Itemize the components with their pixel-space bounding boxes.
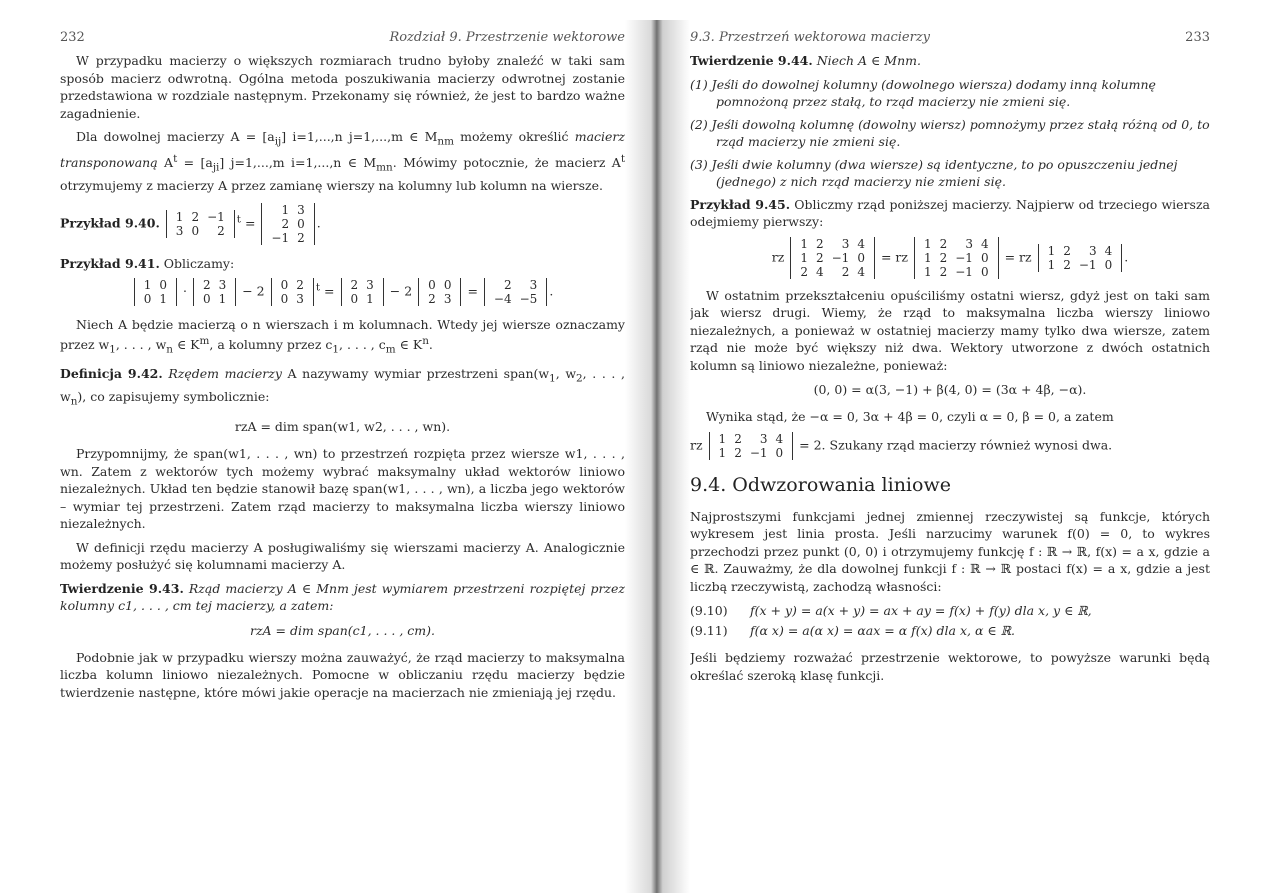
matrix-cell: 1: [1047, 257, 1056, 272]
book-gutter: [625, 20, 690, 893]
matrix: [193, 278, 236, 306]
matrix-cell: 1: [143, 277, 152, 292]
equation-body: f(x + y) = a(x + y) = ax + ay = f(x) + f(y) dla x, y ∈ ℝ,: [750, 603, 1092, 618]
example-label: Przykład 9.41.: [60, 255, 160, 271]
matrix-cell: 2: [815, 236, 824, 251]
matrix-cell: 2: [1063, 243, 1071, 258]
matrix-cell: 0: [280, 291, 289, 306]
matrix-cell: 2: [202, 277, 211, 292]
matrix-cell: 2: [281, 216, 290, 231]
matrix-cell: 1: [366, 291, 374, 306]
matrix-cell: −1: [955, 250, 973, 265]
matrix-cell: 4: [980, 236, 989, 251]
left-page: [60, 30, 625, 880]
matrix: [709, 432, 794, 460]
example-9-41: Przykład 9.41. Obliczamy: 1 0 0 1 · 2 3 0 1 − 2 0 2 0 3 $^t$ = 2 3 0 1 − 2 0 0 2 3 = 2 3 −4 −5 .: [60, 255, 554, 306]
matrix: [790, 237, 875, 279]
matrix-cell: 2: [503, 277, 512, 292]
matrix-cell: 4: [1104, 243, 1113, 258]
matrix-cell: 0: [143, 291, 152, 306]
equation-9-10: [690, 601, 1210, 621]
running-title: 9.3. Przestrzeń wektorowa macierzy: [690, 30, 931, 45]
matrix-cell: 2: [1063, 257, 1071, 272]
matrix: [914, 237, 999, 279]
paragraph: Przypomnijmy, że span(w1, . . . , wn) to przestrzeń rozpięta przez wiersze w1, . . . , wn. Zatem z wektorów tych możemy wybrać maksymalny układ wektorów liniowo niezależnych. Układ ten będzie stanowił bazę span(w1, . . . , wn), a liczba jego wektorów – wymiar tej przestrzeni. Zatem rząd macierzy to maksymalna liczba wierszy liniowo niezależnych.: [60, 446, 625, 532]
matrix-cell: −1: [831, 250, 850, 265]
display-equation: (0, 0) = α(3, −1) + β(4, 0) = (3α + 4β, −α).: [813, 382, 1087, 397]
matrix-cell: 2: [734, 445, 742, 460]
matrix-cell: 0: [191, 223, 200, 238]
matrix-cell: 1: [281, 202, 290, 217]
matrix: [271, 278, 314, 306]
paragraph: Jeśli będziemy rozważać przestrzenie wektorowe, to powyższe warunki będą określać szeroką klasę funkcji.: [690, 650, 1210, 683]
paragraph-transpose-def: Dla dowolnej macierzy $A = [a_{ij}]$ i=1,...,n j=1,...,m ∈ $M_{nm}$ możemy określić macierz transponowaną $A^t = [a_{ji}]$ j=1,...,m i=1,...,n ∈ $M_{mn}$. Mówimy potocznie, że macierz $A^t$ otrzymujemy z macierzy A przez zamianę wierszy na kolumny lub kolumn na wiersze.: [60, 129, 625, 194]
example-9-45-matrices: rz 1 2 3 4 1 2 −1 0 2 4 2 4 = rz 1 2 3 4 1 2 −1 0 1 2 −1 0 = rz 1 2 3 4 1 2 −1 0 .: [771, 236, 1129, 279]
example-9-45: Przykład 9.45. Obliczmy rząd poniższej macierzy. Najpierw od trzeciego wiersza odejmiemy pierwszy:: [690, 196, 1210, 229]
equation-9-11: [690, 621, 1210, 641]
matrix-cell: 0: [980, 264, 989, 279]
page-number: 232: [60, 30, 85, 45]
left-running-head: [60, 30, 625, 52]
matrix-cell: −1: [749, 445, 768, 460]
right-running-head: [690, 30, 1210, 52]
matrix: [261, 203, 314, 245]
matrix-cell: 2: [815, 250, 824, 265]
definition-9-42: Definicja 9.42. Rzędem macierzy A nazywamy wymiar przestrzeni $span(w_1$, $w_2$, . . . , $w_n$), co zapisujemy symbolicznie:: [60, 366, 625, 408]
matrix-cell: 0: [202, 291, 211, 306]
matrix-cell: 3: [297, 202, 305, 217]
matrix-cell: 2: [939, 236, 948, 251]
matrix-cell: 0: [159, 277, 167, 292]
running-title: Rozdział 9. Przestrzenie wektorowe: [389, 30, 625, 45]
matrix-cell: 2: [939, 264, 948, 279]
equation-number: (9.11): [690, 623, 728, 638]
matrix-cell: 0: [443, 277, 452, 292]
example-label: Przykład 9.40.: [60, 215, 160, 231]
matrix-cell: 2: [191, 209, 200, 224]
matrix-cell: 0: [1104, 257, 1113, 272]
matrix-cell: 2: [350, 277, 359, 292]
theorem-item: (1) Jeśli do dowolnej kolumny (dowolnego wiersza) dodamy inną kolumnę pomnożoną przez stałą, to rząd macierzy nie zmieni się.: [690, 76, 1156, 109]
matrix-cell: 3: [218, 277, 227, 292]
matrix-cell: 2: [841, 264, 850, 279]
matrix-cell: 1: [800, 250, 808, 265]
matrix-cell: 2: [297, 230, 305, 245]
theorem-item: (3) Jeśli dwie kolumny (dwa wiersze) są identyczne, to po opuszczeniu jednej (jednego) z nich rząd macierzy nie zmieni się.: [690, 156, 1178, 189]
paragraph-rows-columns: Niech A będzie macierzą o n wierszach i m kolumnach. Wtedy jej wiersze oznaczamy przez $w_1$, . . . , $w_n$ ∈ $K^m$, a kolumny przez $c_1$, . . . , $c_m$ ∈ $K^n$.: [60, 316, 625, 356]
matrix-cell: −1: [271, 230, 290, 245]
matrix-cell: 0: [297, 216, 305, 231]
paragraph: W przypadku macierzy o większych rozmiarach trudno byłoby znaleźć w taki sam sposób macierz odwrotną. Ogólna metoda poszukiwania macierzy odwrotnej zostanie przedstawiona w rozdziale następnym. Przekonamy się również, że jest to bardzo ważne zagadnienie.: [60, 53, 625, 121]
matrix-cell: 4: [775, 431, 784, 446]
matrix-cell: 3: [296, 291, 304, 306]
matrix-cell: −1: [207, 209, 225, 224]
section-title: 9.4. Odwzorowania liniowe: [690, 473, 951, 496]
matrix-cell: 3: [529, 277, 538, 292]
matrix-cell: 0: [280, 277, 289, 292]
matrix-cell: −1: [1078, 257, 1097, 272]
matrix-cell: 1: [718, 431, 727, 446]
matrix-cell: 1: [800, 236, 808, 251]
paragraph: Wynika stąd, że −α = 0, 3α + 4β = 0, czyli α = 0, β = 0, a zatem: [706, 409, 1114, 424]
matrix-cell: 0: [775, 445, 784, 460]
matrix-cell: 3: [1088, 243, 1097, 258]
matrix-cell: 0: [857, 250, 865, 265]
matrix-cell: 3: [965, 236, 973, 251]
rank-result: rz 1 2 3 4 1 2 −1 0 = 2. Szukany rząd macierzy również wynosi dwa.: [690, 431, 1113, 460]
matrix-cell: 2: [734, 431, 742, 446]
matrix-cell: 2: [428, 291, 436, 306]
matrix-cell: 3: [443, 291, 452, 306]
matrix-cell: 2: [800, 264, 808, 279]
paragraph: W definicji rzędu macierzy A posługiwaliśmy się wierszami macierzy A. Analogicznie możemy posłużyć się kolumnami macierzy A.: [60, 539, 625, 573]
matrix-cell: 0: [350, 291, 359, 306]
matrix-cell: 3: [175, 223, 184, 238]
matrix-cell: 2: [296, 277, 304, 292]
matrix-cell: 2: [217, 223, 225, 238]
matrix-cell: 2: [939, 250, 948, 265]
matrix-cell: −1: [955, 264, 973, 279]
matrix-cell: 3: [366, 277, 374, 292]
matrix: [166, 210, 235, 238]
right-page: [690, 30, 1210, 880]
matrix-cell: 0: [980, 250, 989, 265]
matrix-cell: 1: [175, 209, 184, 224]
matrix: [341, 278, 384, 306]
page-number: 233: [1185, 30, 1210, 45]
equation-number: (9.10): [690, 603, 728, 618]
paragraph: Najprostszymi funkcjami jednej zmiennej rzeczywistej są funkcje, których wykresem jest linia prosta. Jeśli narzucimy warunek f(0) = 0, to wykres przechodzi przez punkt (0, 0) i otrzymujemy funkcję f : ℝ → ℝ, f(x) = a x, gdzie a ∈ ℝ. Zauważmy, że dla dowolnej funkcji f : ℝ → ℝ postaci f(x) = a x, gdzie a jest liczbą rzeczywistą, zachodzą własności:: [690, 508, 1210, 594]
matrix-cell: 1: [923, 250, 932, 265]
example-9-40: Przykład 9.40. 1 2 −1 3 0 2 $^t$ = 1 3 2 0 −1 2 .: [60, 202, 321, 245]
matrix-cell: −4: [493, 291, 512, 306]
equation-body: f(α x) = a(α x) = αax = α f(x) dla x, α ∈ ℝ.: [750, 623, 1015, 638]
theorem-9-43: Twierdzenie 9.43. Rząd macierzy A ∈ Mnm jest wymiarem przestrzeni rozpiętej przez kolumny c1, . . . , cm tej macierzy, a zatem:: [60, 580, 625, 614]
matrix: [134, 278, 177, 306]
matrix-cell: 1: [218, 291, 227, 306]
matrix-cell: 4: [815, 264, 824, 279]
theorem-9-44: Twierdzenie 9.44. Niech A ∈ Mnm.: [690, 53, 921, 68]
matrix-cell: 1: [159, 291, 167, 306]
matrix-cell: −5: [519, 291, 538, 306]
matrix-cell: 1: [923, 236, 932, 251]
matrix: [418, 278, 461, 306]
display-equation: rzA = dim span(c1, . . . , cm).: [249, 622, 436, 638]
matrix-cell: 3: [841, 236, 850, 251]
matrix: [484, 278, 547, 306]
theorem-item: (2) Jeśli dowolną kolumnę (dowolny wiersz) pomnożymy przez stałą różną od 0, to rząd macierzy nie zmieni się.: [690, 116, 1210, 149]
display-equation: rzA = dim span(w1, w2, . . . , wn).: [234, 419, 451, 435]
matrix-cell: 1: [923, 264, 932, 279]
matrix-cell: 1: [1047, 243, 1056, 258]
matrix-cell: 4: [857, 264, 865, 279]
matrix: [1038, 244, 1123, 272]
matrix-cell: 3: [759, 431, 768, 446]
matrix-cell: 1: [718, 445, 727, 460]
matrix-cell: 0: [428, 277, 436, 292]
matrix-cell: 4: [857, 236, 865, 251]
paragraph: Podobnie jak w przypadku wierszy można zauważyć, że rząd macierzy to maksymalna liczba kolumn liniowo niezależnych. Pomocne w obliczaniu rzędu macierzy będzie twierdzenie następne, które mówi jakie operacje na macierzach nie zmieniają jej rzędu.: [60, 649, 625, 700]
paragraph: W ostatnim przekształceniu opuściliśmy ostatni wiersz, gdyż jest on taki sam jak wiersz drugi. Wiemy, że rząd to maksymalna liczba wierszy liniowo niezależnych, a ponieważ w ostatniej macierzy mamy tylko dwa wiersze, zatem rząd nie może być większy niż dwa. Wektory utworzone z dwóch ostatnich kolumn są liniowo niezależne, ponieważ:: [690, 287, 1210, 373]
